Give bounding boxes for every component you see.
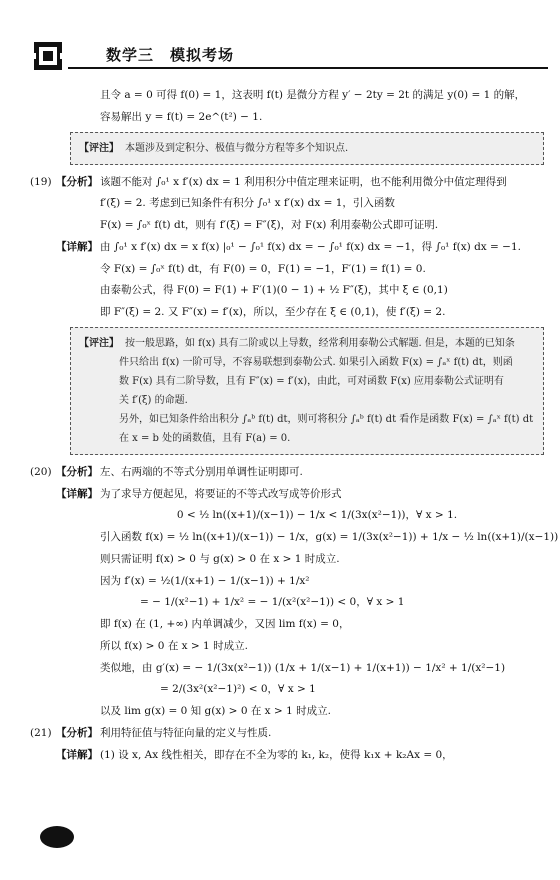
q20-analysis-row bbox=[30, 465, 544, 481]
remark-text: 数 F(x) 具有二阶导数，且有 F″(x) = f′(x)，由此，可对函数 F(x) 应用泰勒公式证明有 bbox=[119, 375, 504, 387]
detail-text: 由 ∫₀¹ x f′(x) dx = x f(x) |₀¹ − ∫₀¹ f(x) dx = − ∫₀¹ f(x) dx = −1，得 ∫₀¹ f(x) dx = −1. bbox=[100, 240, 521, 253]
detail-text: 以及 lim g(x) = 0 知 g(x) > 0 在 x > 1 时成立. bbox=[100, 705, 331, 717]
analysis-text: 该题不能对 ∫₀¹ x f′(x) dx = 1 利用积分中值定理来证明，也不能利用微分中值定理得到 bbox=[100, 175, 507, 188]
question-number: (20) bbox=[30, 465, 52, 478]
detail-text: 类似地，由 g′(x) = − 1/(3x(x²−1)) (1/x + 1/(x−1) + 1/(x+1)) − 1/x² + 1/(x²−1) bbox=[100, 661, 506, 674]
analysis-text: 利用特征值与特征向量的定义与性质. bbox=[100, 726, 272, 739]
detail-tag: 【详解】 bbox=[56, 487, 98, 500]
detail-text: 由泰勒公式，得 F(0) = F(1) + F′(1)(0 − 1) + ½ F″(ξ)，其中 ξ ∈ (0,1) bbox=[100, 284, 448, 297]
detail-text: 为了求导方便起见，将要证的不等式改写成等价形式 bbox=[100, 487, 342, 500]
remark-box bbox=[70, 327, 544, 455]
book-emblem-icon bbox=[32, 40, 64, 72]
intro-line: 且令 a = 0 可得 f(0) = 1，这表明 f(t) 是微分方程 y′ − 2ty = 2t 的满足 y(0) = 1 的解， bbox=[100, 89, 526, 101]
detail-text: 即 f(x) 在 (1, +∞) 内单调减少，又因 lim f(x) = 0， bbox=[100, 618, 350, 630]
intro-line: 容易解出 y = f(t) = 2e^(t²) − 1. bbox=[100, 110, 263, 123]
detail-formula: = − 1/(x²−1) + 1/x² = − 1/(x²(x²−1)) < 0，∀ x > 1 bbox=[140, 596, 405, 609]
analysis-tag: 【分析】 bbox=[56, 465, 98, 478]
detail-text: 则只需证明 f(x) > 0 与 g(x) > 0 在 x > 1 时成立. bbox=[100, 552, 340, 565]
detail-formula: 0 < ½ ln((x+1)/(x−1)) − 1/x < 1/(3x(x²−1))，∀ x > 1. bbox=[176, 509, 458, 522]
page-header bbox=[18, 36, 548, 76]
analysis-text: 左、右两端的不等式分别用单调性证明即可. bbox=[100, 465, 303, 478]
analysis-tag: 【分析】 bbox=[56, 726, 98, 739]
remark-text: 关 f′(ξ) 的命题. bbox=[119, 394, 188, 406]
detail-tag: 【详解】 bbox=[56, 240, 98, 253]
remark-text: 本题涉及到定积分、极值与微分方程等多个知识点. bbox=[125, 142, 349, 154]
detail-text: 引入函数 f(x) = ½ ln((x+1)/(x−1)) − 1/x，g(x) = 1/(3x(x²−1)) + 1/x − ½ ln((x+1)/(x−1)) bbox=[100, 531, 559, 543]
remark-text: 在 x = b 处的函数值，且有 F(a) = 0. bbox=[119, 432, 291, 444]
q19-analysis-row bbox=[30, 175, 544, 191]
detail-formula: = 2/(3x²(x²−1)²) < 0，∀ x > 1 bbox=[160, 683, 316, 696]
remark-tag: 【评注】 bbox=[79, 142, 119, 154]
analysis-text: F(x) = ∫₀ˣ f(t) dt，则有 f′(ξ) = F″(ξ)，对 F(x) 利用泰勒公式即可证明. bbox=[100, 219, 439, 231]
question-number: (21) bbox=[30, 726, 52, 739]
page-corner-mark bbox=[40, 826, 74, 848]
q21-analysis-row bbox=[30, 726, 544, 742]
remark-tag: 【评注】 bbox=[79, 337, 119, 349]
detail-text: 因为 f′(x) = ½(1/(x+1) − 1/(x−1)) + 1/x² bbox=[100, 574, 310, 587]
header-rule bbox=[68, 67, 548, 69]
remark-box bbox=[70, 132, 544, 165]
q19-detail-row bbox=[30, 240, 544, 256]
remark-text: 按一般思路，如 f(x) 具有二阶或以上导数，经常利用泰勒公式解题. 但是，本题的已知条 bbox=[125, 337, 515, 349]
remark-text: 另外，如已知条件给出积分 ∫ₐᵇ f(t) dt，则可将积分 ∫ₐᵇ f(t) dt 看作是函数 F(x) = ∫ₐˣ f(t) dt bbox=[119, 413, 534, 425]
detail-text: 所以 f(x) > 0 在 x > 1 时成立. bbox=[100, 639, 248, 652]
header-title: 数学三 模拟考场 bbox=[106, 46, 235, 64]
analysis-tag: 【分析】 bbox=[56, 175, 98, 188]
detail-text: 令 F(x) = ∫₀ˣ f(t) dt，有 F(0) = 0，F(1) = −1，F′(1) = f(1) = 0. bbox=[100, 262, 426, 275]
q21-detail-row bbox=[30, 748, 544, 764]
detail-tag: 【详解】 bbox=[56, 748, 98, 761]
q20-detail-row bbox=[30, 487, 544, 503]
detail-text: 即 F″(ξ) = 2. 又 F″(x) = f′(x)，所以，至少存在 ξ ∈ (0,1)，使 f′(ξ) = 2. bbox=[100, 306, 446, 318]
detail-text: (1) 设 x, Ax 线性相关，即存在不全为零的 k₁, k₂，使得 k₁x + k₂Ax = 0， bbox=[100, 748, 453, 761]
remark-text: 件只给出 f(x) 一阶可导，不容易联想到泰勒公式. 如果引入函数 F(x) = ∫ₐˣ f(t) dt，则函 bbox=[119, 356, 513, 368]
page-body bbox=[30, 88, 559, 769]
question-number: (19) bbox=[30, 175, 52, 188]
analysis-text: f′(ξ) = 2. 考虑到已知条件有积分 ∫₀¹ x f′(x) dx = 1，引入函数 bbox=[100, 197, 395, 210]
